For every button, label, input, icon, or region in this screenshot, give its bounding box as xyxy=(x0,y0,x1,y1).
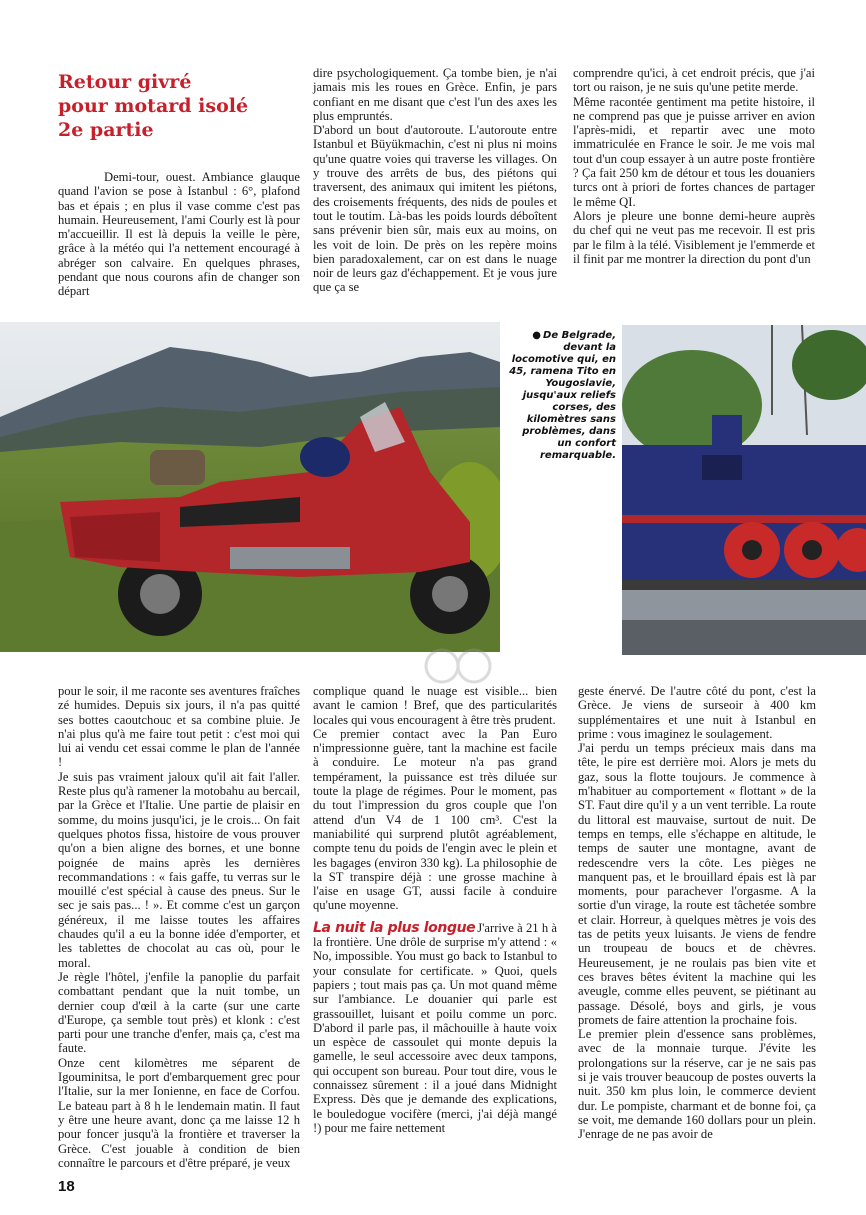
article-lede: Demi-tour, ouest. Ambiance glauque quand l'avion se pose à Istanbul : 6°, plafond bas et épais ; en plus il vase comme c'est pas humain. Heureusement, l'ami Courly est là pour m'accueillir. Il est là depuis la veille le père, grâce à la météo qui l'a nettement encouragé à abréger son calvaire. En quelques phrases, pendant que nous courons afin de changer son départ xyxy=(58,170,300,299)
paragraph: Je suis pas vraiment jaloux qu'il ait fait l'aller. Reste plus qu'à ramener la motobahu au bercail, par la Grèce et l'Italie. Une partie de plaisir en somme, du moins jusqu'ici, je le crois... On fait quelques photos fissa, histoire de vous prouver qu'on a bien aligne des bornes, et une bonne poignée de mains après les dernières recommandations : « fais gaffe, tu verras sur le mouillé c'est spécial à cause des pneus. Sur le sec je sais pas... ! ». Et comme c'est un garçon généreux, il me laisse toutes les affaires chaudes qu'il a eu la bonne idée d'emporter, et les tablettes de chocolat au cas où, pour le moral. xyxy=(58,769,300,970)
paragraph: Même racontée gentiment ma petite histoire, il ne comprend pas que je puisse arriver en avion l'après-midi, et repartir avec une moto immatriculée en France le soir. Je me vois mal tout d'un coup essayer à un autre poste frontière ? Ça fait 250 km de détour et tous les douaniers turcs ont à priori de fortes chances de partager le même QI. xyxy=(573,94,815,209)
paragraph: comprendre qu'ici, à cet endroit précis, que j'ai tort ou raison, je ne suis qu'une petite merde. xyxy=(573,66,815,95)
watermark-stamp xyxy=(420,636,500,696)
page-number: 18 xyxy=(58,1178,75,1195)
locomotive-photo xyxy=(622,325,866,655)
top-column-3 xyxy=(573,66,815,266)
paragraph: pour le soir, il me raconte ses aventures fraîches zé humides. Depuis six jours, il n'a pas quitté ses bottes caoutchouc et sa combine pluie. Je n'ai plus qu'à me faire tout petit : c'est moi qui lui ai vendu cet essai comme le plan de l'année ! xyxy=(58,684,300,770)
title-line-3: 2e partie xyxy=(58,119,154,141)
paragraph: D'abord un bout d'autoroute. L'autoroute entre Istanbul et Büyükmachin, c'est ni plus ni moins qu'une quatre voies qui traverse les villages. On y trouve des arrêts de bus, des piétons qui traversent, des animaux qui imitent les piétons, des croisements fréquents, des nids de poules et tout le toutim. Là-bas les poids lourds déboîtent sans prévenir bien sûr, mais eux au moins, on les voit de loin. De près on les repère moins bien paradoxalement, car on est dans le nuage noir de leurs gaz d'échappement. Et je vous jure que ça se xyxy=(313,123,557,295)
paragraph: Onze cent kilomètres me séparent de Igouminitsa, le port d'embarquement grec pour l'Italie, sur la mer Ionienne, en face de Corfou. Le bateau part à 8 h le lendemain matin. Il faut y être une heure avant, donc ça me laisse 12 h pour foncer jusqu'à la frontière et traverser la Grèce. C'est jouable à condition de bien connaître le parcours et d'être préparé, je veux xyxy=(58,1055,300,1170)
motorcycle-photo xyxy=(0,322,500,652)
subhead-paragraph-text: J'arrive à 21 h à la frontière. Une drôle de surprise m'y attend : « No, impossible. You must go back to Istanbul to your consulate for certificate. » Quoi, quels papiers ; tout mais pas ça. Un mot quand même sur l'ambiance. Le douanier qui parle est grassouillet, luisant et poilu comme un porc. D'abord il parle pas, il mâchouille à haute voix un espèce de cassoulet qui monte depuis la gamelle, le seul accessoire avec deux tampons, qui occupent son bureau. Pour tout dire, vous le connaissez sûrement : il a joué dans Midnight Express. Dès que je demande des explications, le bouledogue vocifère (merci, j'ai déjà mangé !) pour me faire nettement xyxy=(313,920,557,1135)
bullet-icon: ● xyxy=(532,330,542,341)
caption-text: De Belgrade, devant la locomotive qui, en 45, ramena Tito en Yougoslavie, jusqu'aux reliefs corses, des kilomètres sans problèmes, dans un confort remarquable. xyxy=(509,330,616,461)
paragraph: Le premier plein d'essence sans problèmes, avec de la monnaie turque. J'évite les prolongations sur la réserve, car je ne sais pas si je vais trouver beaucoup de postes ouverts la nuit. 350 km plus loin, le commerce devient dur. Le pompiste, charmant et de bonne foi, ça se voit, me demande 160 dollars pour un plein. J'enrage de ne pas avoir de xyxy=(578,1027,816,1142)
paragraph: Ce premier contact avec la Pan Euro n'impressionne guère, tant la machine est facile à conduire. Le moteur n'a pas grand tempérament, la puissance est très diluée sur toute la plage de régimes. Pour le moment, pas du tout l'impression du gros couple que l'on attend d'un V4 de 1 100 cm³. C'est la maniabilité qui surprend plutôt agréablement, compte tenu du poids de l'engin avec le plein et les bagages (environ 330 kg). La philosophie de la ST transpire déjà : une grosse machine à l'aise en usage GT, aussi facile à conduire qu'une moyenne. xyxy=(313,726,557,913)
paragraph: Alors je pleure une bonne demi-heure auprès du chef qui ne veut pas me recevoir. Il est pris par le film à la télé. Visiblement je l'emmerde et il finit par me montrer la direction du pont d'un xyxy=(573,208,815,266)
top-column-2 xyxy=(313,66,557,295)
title-line-2: pour motard isolé xyxy=(58,95,249,117)
bottom-column-3 xyxy=(578,684,816,1142)
paragraph: dire psychologiquement. Ça tombe bien, je n'ai jamais mis les roues en Grèce. Enfin, je pars confiant en me disant que c'est l'un des axes les plus empruntés. xyxy=(313,66,557,123)
paragraph xyxy=(313,921,557,1135)
photo-caption xyxy=(508,330,616,462)
paragraph: geste énervé. De l'autre côté du pont, c'est la Grèce. Je viens de surseoir à 400 km supplémentaires et une nuit à Istanbul en prime : vous imaginez le soulagement. xyxy=(578,684,816,741)
paragraph: J'ai perdu un temps précieux mais dans ma tête, le pire est derrière moi. Alors je mets du gaz, sous la flotte toujours. Je commence à m'habituer au comportement « flottant » de la ST. Faut dire qu'il y a un vent terrible. La route du littoral est mauvaise, surtout de nuit. De temps en temps, elle s'échappe en altitude, le temps de sauter une montagne, avant de redescendre vers la côte. Les pièges ne manquent pas, et le brouillard épais est là par moments, pour parachever l'orgasme. A la sortie d'un virage, la route est tâchetée sombre et clair. Horreur, à quelques mètres je vois des tas de petits yeux luisants. Je viens de fendre un troupeau de boucs et de chèvres. Heureusement, je ne roulais pas bien vite et ces braves bêtes évitent la machine qui les aveugle, comme elles peuvent, se piétinant au passage. Désolé, boys and girls, je vous promets de faire attention la prochaine fois. xyxy=(578,741,816,1027)
paragraph: complique quand le nuage est visible... bien avant le camion ! Bref, que des particularités locales qui vous encouragent à être très prudent. xyxy=(313,684,557,727)
section-subhead: La nuit la plus longue xyxy=(313,919,476,936)
bottom-column-1 xyxy=(58,684,300,1170)
bottom-column-2 xyxy=(313,684,557,1135)
title-line-1: Retour givré xyxy=(58,71,192,93)
article-title xyxy=(58,70,288,142)
paragraph: Je règle l'hôtel, j'enfile la panoplie du parfait combattant pendant que la nuit tombe, un dernier coup d'œil à la carte (sur une carte d'Europe, ça semble tout près) et klonk : c'est parti pour une tranche d'enfer, mais ça, c'est ma faute. xyxy=(58,969,300,1056)
